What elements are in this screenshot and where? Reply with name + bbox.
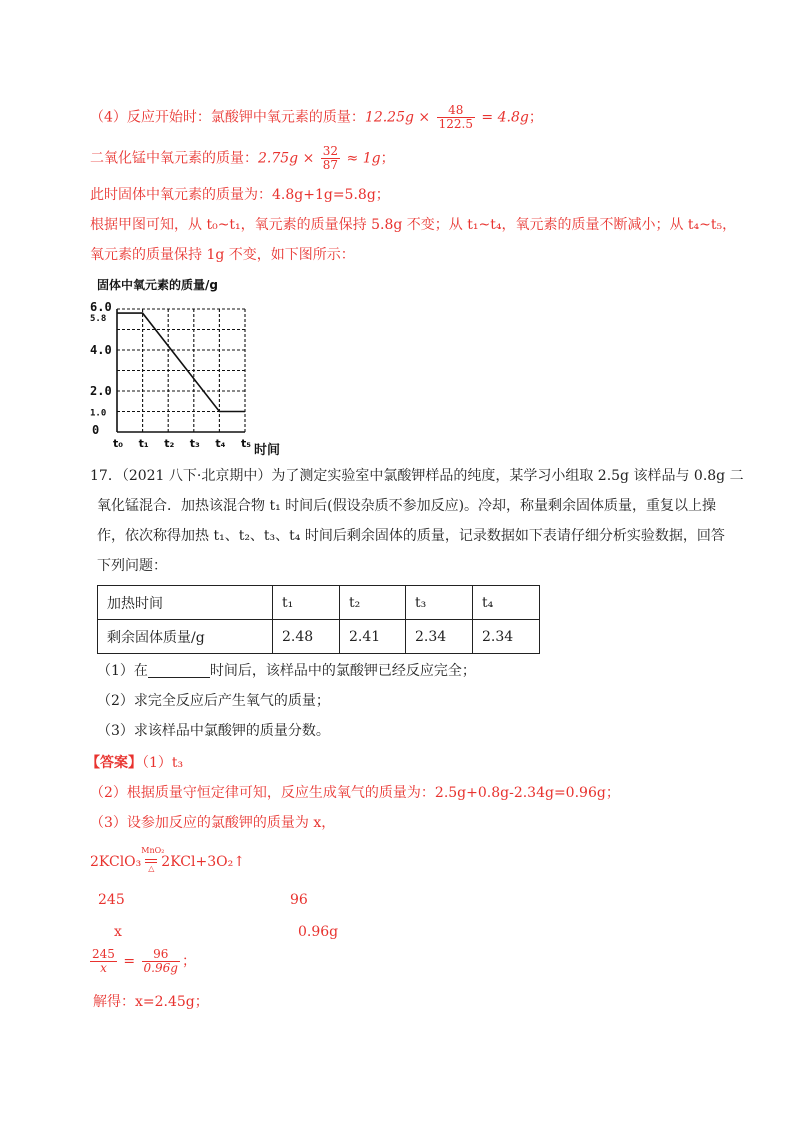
line1-prefix: （4）反应开始时：氯酸钾中氧元素的质量： [90, 109, 365, 126]
table-cell: 2.48 [273, 620, 340, 654]
answer-3: （3）设参加反应的氯酸钾的质量为 x， [90, 815, 336, 831]
table-cell: 剩余固体质量/g [98, 620, 273, 654]
times-sign: × [418, 109, 431, 126]
q17-line3: 作，依次称得加热 t₁、t₂、t₃、t₄ 时间后剩余固体的质量，记录数据如下表请仔细分析实验数据，回答 [97, 528, 725, 544]
x-tick-label: t₀ [113, 437, 124, 450]
fraction-245-x [90, 948, 117, 975]
x-tick-label: t₄ [215, 437, 226, 450]
answer-tag: 【答案】 [86, 755, 142, 771]
question-3: （3）求该样品中氯酸钾的质量分数。 [97, 723, 330, 739]
times-sign: × [302, 150, 315, 167]
oxygen-mass: 0.96g [298, 924, 339, 940]
solution: 解得：x=2.45g； [93, 994, 209, 1010]
table-cell: 2.34 [406, 620, 473, 654]
mass-96: 96 [290, 892, 308, 908]
question-1 [97, 661, 476, 681]
part4-line3: 此时固体中氧元素的质量为：4.8g+1g=5.8g； [90, 187, 390, 203]
frac-numerator: 32 [322, 144, 339, 158]
oxygen-mass-graph [80, 272, 310, 457]
heating-data-table [97, 585, 540, 654]
frac-numerator: 48 [437, 104, 475, 118]
answer-line-1 [86, 753, 183, 773]
y-tick-label: 1.0 [90, 408, 107, 419]
table-cell: 加热时间 [98, 586, 273, 620]
x-tick-label: t₃ [189, 437, 200, 450]
x-tick-label: t₂ [164, 437, 175, 450]
table-cell: 2.34 [473, 620, 540, 654]
y-tick-label: 2.0 [90, 384, 112, 398]
graph-title: 固体中氧元素的质量/g [97, 278, 218, 292]
y-tick-label: 6.0 [90, 300, 112, 314]
graph-axes [117, 309, 245, 432]
fraction-48-122.5 [437, 104, 475, 131]
answer-2: （2）根据质量守恒定律可知，反应生成氧气的质量为：2.5g+0.8g-2.34g=0.96g； [90, 785, 620, 801]
line1-end: ； [528, 109, 543, 126]
table-cell: t₁ [273, 586, 340, 620]
equation-reactant: 2KClO₃ [90, 854, 142, 870]
line2-end: ； [380, 150, 395, 167]
frac-denominator: x [100, 961, 107, 975]
line2-prefix: 二氧化锰中氧元素的质量： [90, 150, 258, 167]
graph-x-ticks [113, 437, 251, 450]
part4-line4: 根据甲图可知，从 t₀~t₁，氧元素的质量保持 5.8g 不变；从 t₁~t₄，氧元素的质量不断减小；从 t₄~t₅， [90, 217, 737, 233]
question-1-start: （1）在 [97, 663, 148, 679]
q17-line1: 17．（2021 八下·北京期中）为了测定实验室中氯酸钾样品的纯度，某学习小组取 2.5g 该样品与 0.8g 二 [90, 468, 744, 484]
graph-xlabel: 时间 [254, 443, 281, 457]
frac-denominator: 122.5 [438, 117, 473, 131]
part4-line1 [90, 104, 543, 131]
question-2: （2）求完全反应后产生氧气的质量； [97, 693, 330, 709]
frac-numerator: 96 [142, 948, 180, 962]
part4-line2 [90, 145, 395, 172]
oxygen-mass-line [117, 313, 245, 411]
line2-term: 2.75g [258, 150, 299, 167]
answer-blank [148, 663, 210, 678]
q17-line2: 氧化锰混合．加热该混合物 t₁ 时间后(假设杂质不参加反应)。冷却，称量剩余固体质量，重复以上操 [97, 498, 717, 514]
equation-products: 2KCl+3O₂↑ [161, 854, 245, 870]
question-1-end: 时间后，该样品中的氯酸钾已经反应完全； [209, 663, 476, 679]
frac-numerator: 245 [92, 947, 115, 961]
fraction-32-87 [321, 145, 340, 172]
chemical-equation [90, 846, 245, 873]
frac-denominator: 0.96g [143, 961, 178, 975]
heat-symbol: △ [148, 864, 155, 873]
proportion [88, 948, 196, 975]
equation-arrow [141, 846, 165, 873]
catalyst-label: MnO₂ [141, 846, 165, 855]
y-tick-label: 4.0 [90, 343, 112, 357]
q17-line4: 下列问题： [97, 558, 167, 574]
table-cell: 2.41 [340, 620, 406, 654]
part4-line5: 氧元素的质量保持 1g 不变，如下图所示： [90, 247, 355, 263]
y-tick-label: 0 [92, 423, 100, 437]
table-cell: t₄ [473, 586, 540, 620]
table-cell: t₃ [406, 586, 473, 620]
x-tick-label: t₅ [241, 437, 252, 450]
line1-result: = 4.8g [481, 109, 529, 126]
unknown-x: x [114, 924, 122, 940]
answer-1: （1）t₃ [142, 755, 184, 771]
fraction-96-0.96g [142, 948, 180, 975]
line1-term: 12.25g [364, 109, 414, 126]
line2-result: ≈ 1g [346, 150, 381, 167]
graph-y-ticks [90, 300, 112, 437]
y-tick-label: 5.8 [90, 314, 107, 325]
proportion-end: ； [181, 953, 196, 970]
table-row [98, 586, 540, 620]
x-tick-label: t₁ [138, 437, 149, 450]
mass-245: 245 [98, 892, 125, 908]
equals-sign: = [123, 953, 136, 970]
frac-denominator: 87 [322, 158, 339, 172]
table-row [98, 620, 540, 654]
graph-grid [117, 309, 245, 432]
table-cell: t₂ [340, 586, 406, 620]
